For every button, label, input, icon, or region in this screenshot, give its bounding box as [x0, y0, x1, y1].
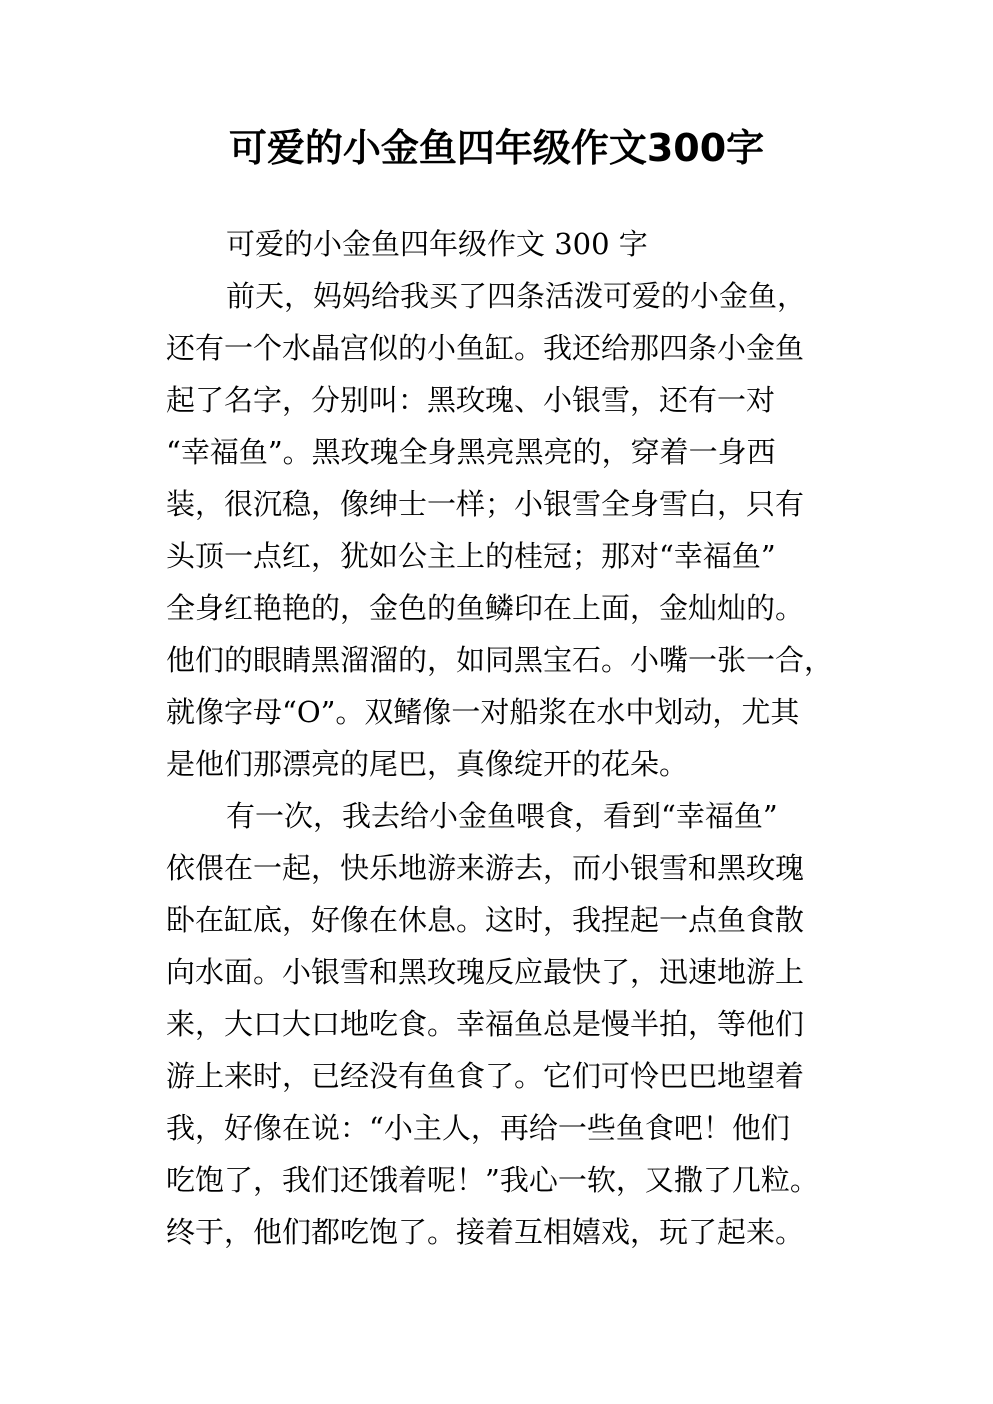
text-line: 是他们那漂亮的尾巴，真像绽开的花朵。 [166, 747, 689, 781]
text-line: 来，大口大口地吃食。幸福鱼总是慢半拍，等他们 [166, 1007, 805, 1041]
text-line: 装，很沉稳，像绅士一样；小银雪全身雪白，只有 [166, 487, 805, 521]
text-line: 吃饱了，我们还饿着呢！”我心一软，又撒了几粒。 [166, 1163, 819, 1197]
text-line: 可爱的小金鱼四年级作文 300 字 [226, 227, 648, 261]
text-line: 还有一个水晶宫似的小鱼缸。我还给那四条小金鱼 [166, 331, 805, 365]
text-line: 前天，妈妈给我买了四条活泼可爱的小金鱼， [226, 279, 807, 313]
text-line: 向水面。小银雪和黑玫瑰反应最快了，迅速地游上 [166, 955, 805, 989]
text-line: 游上来时，已经没有鱼食了。它们可怜巴巴地望着 [166, 1059, 805, 1093]
text-line: 就像字母“O”。双鳍像一对船浆在水中划动，尤其 [166, 695, 800, 729]
document-body [166, 218, 846, 1258]
text-line: 头顶一点红，犹如公主上的桂冠；那对“幸福鱼” [166, 539, 776, 573]
text-line: 起了名字，分别叫：黑玫瑰、小银雪，还有一对 [166, 383, 776, 417]
text-line: 他们的眼睛黑溜溜的，如同黑宝石。小嘴一张一合， [166, 643, 834, 677]
text-line: “幸福鱼”。黑玫瑰全身黑亮黑亮的，穿着一身西 [166, 435, 776, 469]
document-title: 可爱的小金鱼四年级作文300字 [228, 126, 765, 170]
text-line: 全身红艳艳的，金色的鱼鳞印在上面，金灿灿的。 [166, 591, 805, 625]
text-line: 依偎在一起，快乐地游来游去，而小银雪和黑玫瑰 [166, 851, 805, 885]
text-line: 有一次，我去给小金鱼喂食，看到“幸福鱼” [226, 799, 778, 833]
text-line: 卧在缸底，好像在休息。这时，我捏起一点鱼食散 [166, 903, 805, 937]
text-line: 我，好像在说：“小主人，再给一些鱼食吧！他们 [166, 1111, 790, 1145]
text-line: 终于，他们都吃饱了。接着互相嬉戏，玩了起来。 [166, 1215, 805, 1249]
